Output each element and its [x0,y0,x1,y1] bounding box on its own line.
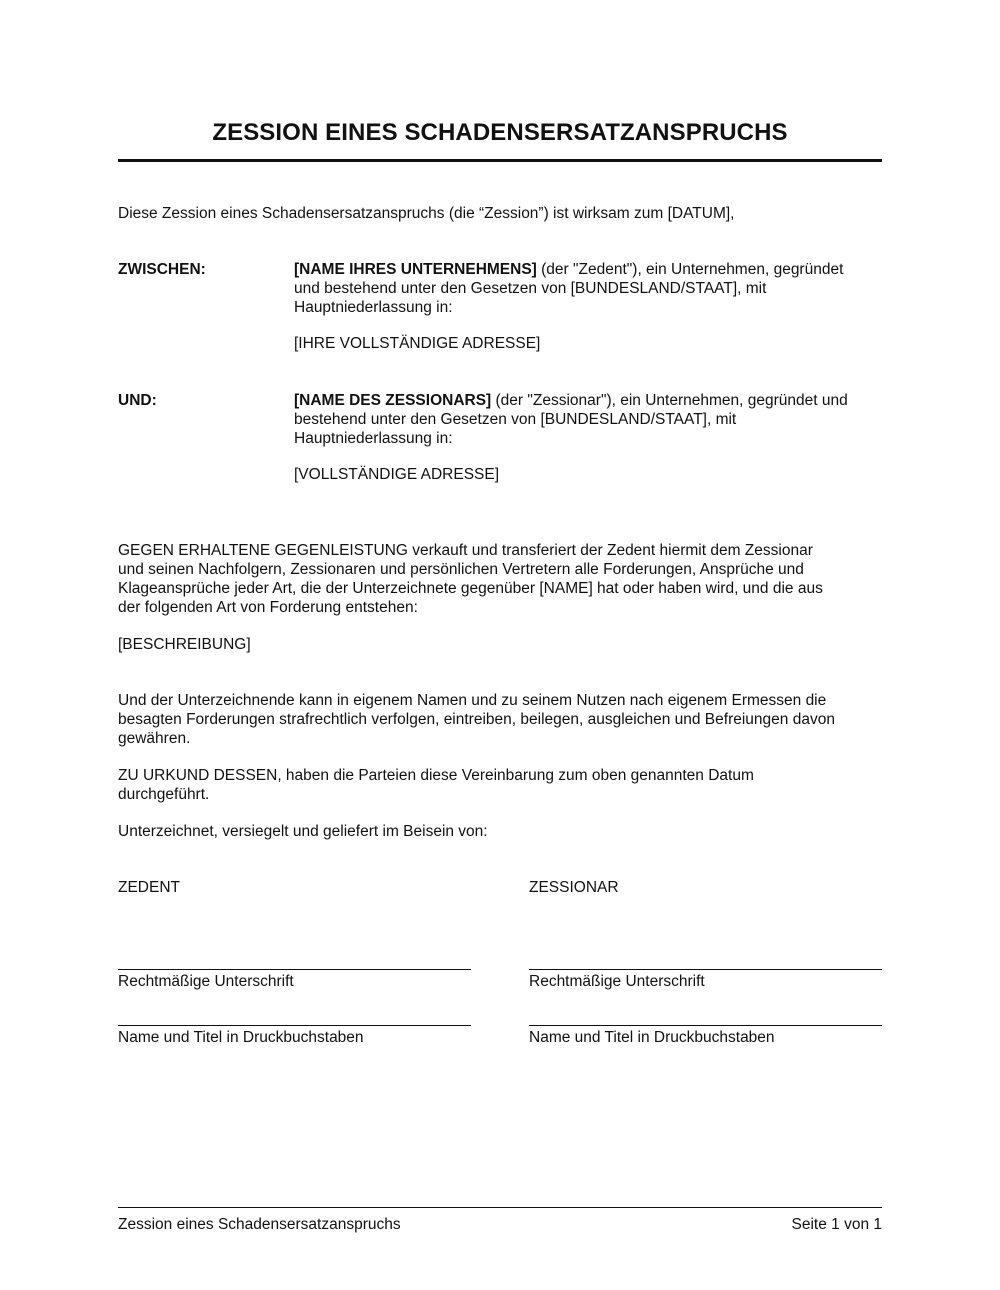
footer-rule [118,1207,882,1208]
witness-line: durchgeführt. [118,786,210,803]
footer-page-number: Seite 1 von 1 [791,1216,882,1233]
description-placeholder: [BESCHREIBUNG] [118,636,251,653]
rights-paragraph [118,691,882,748]
signature-label-zessionar: Rechtmäßige Unterschrift [529,973,705,990]
party-zessionar-text-line3: Hauptniederlassung in: [294,430,453,447]
rights-line: gewähren. [118,730,191,747]
party-zedent-name: [NAME IHRES UNTERNEHMENS] [294,261,537,278]
name-line-zessionar[interactable] [529,1025,882,1026]
party-zessionar-address: [VOLLSTÄNDIGE ADRESSE] [294,466,500,483]
party-zedent-text-line3: Hauptniederlassung in: [294,299,453,316]
footer-document-title: Zession eines Schadensersatzanspruchs [118,1216,401,1233]
witness-line: ZU URKUND DESSEN, haben die Parteien diese Vereinbarung zum oben genannten Datum [118,767,754,784]
party-zessionar-text-line1: (der "Zessionar"), ein Unternehmen, gegründet und [491,392,848,409]
name-label-zessionar: Name und Titel in Druckbuchstaben [529,1029,775,1046]
consideration-line: Klageansprüche jeder Art, die der Unterzeichnete gegenüber [NAME] hat oder haben wird, und die aus [118,580,823,597]
consideration-line: und seinen Nachfolgern, Zessionaren und persönlichen Vertretern alle Forderungen, Ansprüche und [118,561,804,578]
name-label-zedent: Name und Titel in Druckbuchstaben [118,1029,364,1046]
rights-line: Und der Unterzeichnende kann in eigenem Namen und zu seinem Nutzen nach eigenem Ermessen die [118,692,827,709]
witness-paragraph [118,766,882,804]
party-zedent-description [294,260,884,353]
name-line-zedent[interactable] [118,1025,471,1026]
consideration-line: GEGEN ERHALTENE GEGENLEISTUNG verkauft und transferiert der Zedent hiermit dem Zessionar [118,542,813,559]
party-zedent-address: [IHRE VOLLSTÄNDIGE ADRESSE] [294,335,541,352]
document-page [118,0,882,1290]
consideration-paragraph [118,541,882,617]
party-zedent-text-line2: und bestehend unter den Gesetzen von [BUNDESLAND/STAAT], mit [294,280,767,297]
party-zessionar-description [294,391,884,484]
party-zessionar-name: [NAME DES ZESSIONARS] [294,392,492,409]
document-title: ZESSION EINES SCHADENSERSATZANSPRUCHS [212,119,788,146]
intro-paragraph: Diese Zession eines Schadensersatzanspruchs (die “Zession”) ist wirksam zum [DATUM], [118,205,735,222]
signature-line-zedent[interactable] [118,969,471,970]
signature-block-zedent [118,878,471,1058]
signature-line-zessionar[interactable] [529,969,882,970]
rights-line: besagten Forderungen strafrechtlich verfolgen, eintreiben, beilegen, ausgleichen und Befreiungen davon [118,711,835,728]
party-zessionar-label: UND: [118,392,157,409]
consideration-line: der folgenden Art von Forderung entstehen: [118,599,418,616]
party-zedent-text-line1: (der "Zedent"), ein Unternehmen, gegründet [536,261,844,278]
title-rule [118,159,882,162]
party-zessionar-text-line2: bestehend unter den Gesetzen von [BUNDESLAND/STAAT], mit [294,411,737,428]
signature-heading-zessionar: ZESSIONAR [529,879,619,896]
signature-block-zessionar [529,878,882,1058]
party-zedent-label: ZWISCHEN: [118,261,206,278]
signature-heading-zedent: ZEDENT [118,879,180,896]
signed-statement: Unterzeichnet, versiegelt und geliefert im Beisein von: [118,823,488,840]
signature-label-zedent: Rechtmäßige Unterschrift [118,973,294,990]
